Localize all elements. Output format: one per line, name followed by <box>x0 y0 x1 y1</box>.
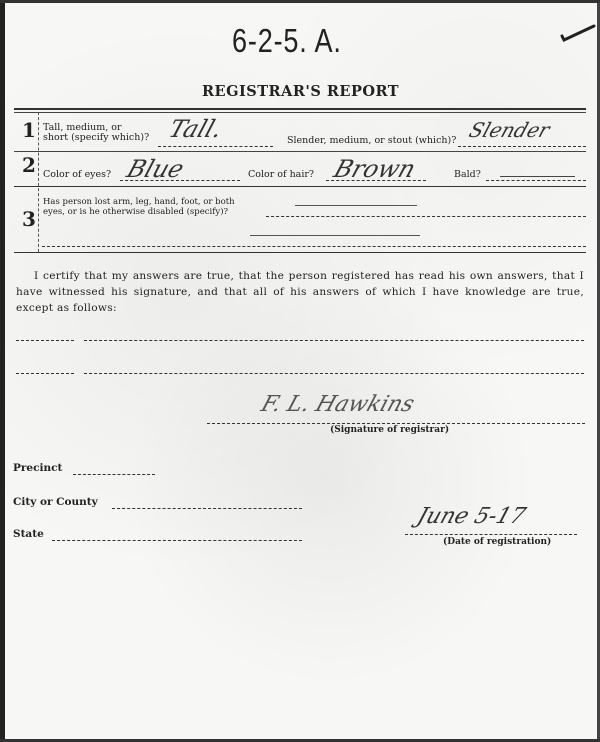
registrar-signature[interactable]: F. L. Hawkins <box>257 392 418 417</box>
table-top-rule <box>14 108 586 110</box>
bald-answer-stroke[interactable] <box>500 176 575 177</box>
hair-color-answer[interactable]: Brown <box>330 155 420 183</box>
check-mark-icon <box>560 22 596 42</box>
question-number-1: 1 <box>22 118 36 142</box>
registration-date-value[interactable]: June 5-17 <box>413 504 529 529</box>
state-label: State <box>13 528 44 540</box>
build-answer[interactable]: Slender <box>466 118 553 142</box>
bald-label: Bald? <box>454 169 481 180</box>
disability-answer-stroke[interactable] <box>295 205 417 206</box>
precinct-label: Precinct <box>13 462 63 474</box>
eye-color-label: Color of eyes? <box>43 169 112 180</box>
height-answer-line <box>158 146 273 147</box>
exception-line-2[interactable] <box>84 373 584 374</box>
height-label-line1: Tall, medium, or <box>43 122 122 133</box>
hair-color-answer-line <box>326 180 426 181</box>
certification-text: I certify that my answers are true, that the person registered has read his own answers, that I have witnessed his signature, and that all of his answers of which I have knowledge are true, except as follows: <box>16 270 584 314</box>
build-answer-line <box>458 146 586 147</box>
height-label-line2: short (specify which)? <box>43 132 150 143</box>
number-column-divider <box>38 112 39 252</box>
exception-line-2-short <box>16 373 74 374</box>
precinct-field[interactable] <box>73 474 155 475</box>
registration-date-line <box>405 534 577 535</box>
state-field[interactable] <box>52 540 302 541</box>
question-number-2: 2 <box>22 153 36 177</box>
build-label: Slender, medium, or stout (which)? <box>287 135 457 146</box>
exception-line-1-short <box>16 340 74 341</box>
disability-label-line1: Has person lost arm, leg, hand, foot, or both <box>43 197 235 207</box>
disability-answer-line-2 <box>42 246 586 247</box>
eye-color-answer[interactable]: Blue <box>123 155 188 183</box>
eye-color-answer-line <box>120 180 240 181</box>
hair-color-label: Color of hair? <box>248 169 315 180</box>
city-county-field[interactable] <box>112 508 302 509</box>
city-county-label: City or County <box>13 496 98 508</box>
scan-edge-left <box>0 0 5 742</box>
table-top-rule-inner <box>14 112 586 113</box>
row-2-bottom-rule <box>14 186 586 187</box>
table-bottom-rule <box>14 252 586 253</box>
question-number-3: 3 <box>22 207 36 231</box>
row-1-bottom-rule <box>14 151 586 152</box>
bald-answer-line <box>486 180 586 181</box>
exception-line-1[interactable] <box>84 340 584 341</box>
registration-date-caption: (Date of registration) <box>443 537 552 547</box>
serial-number: 6-2-5. A. <box>232 22 342 59</box>
scan-edge-top <box>0 0 600 3</box>
disability-label-line2: eyes, or is he otherwise disabled (specify)? <box>43 207 229 217</box>
signature-line <box>207 423 585 424</box>
disability-answer-stroke-2 <box>250 235 420 236</box>
height-answer[interactable]: Tall. <box>165 115 226 143</box>
signature-caption: (Signature of registrar) <box>330 425 450 435</box>
disability-answer-line-1 <box>266 216 586 217</box>
report-title: REGISTRAR'S REPORT <box>202 83 400 100</box>
